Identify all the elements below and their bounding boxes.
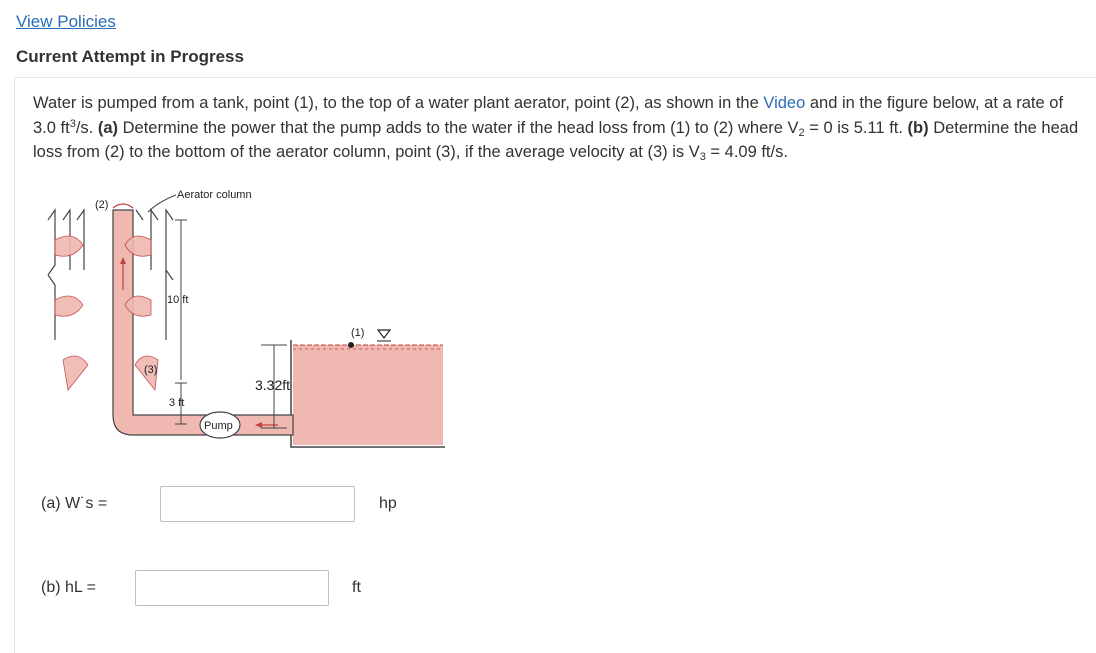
answer-b-label: (b) hL = [41,579,96,596]
answer-a-unit: hp [379,495,397,512]
dim-332ft: 3.32ft [255,377,291,393]
water-tank [293,345,443,445]
point-1-marker [348,342,354,348]
question-text: Water is pumped from a tank, point (1), to the top of a water plant aerator, point (2), as shown in the Video and in the figure below, at a rate of 3.0 $ft^3/s$. (a) Determine the power that the pump adds to the water if the head loss from (1) to (2) where $V_2 = 0$ is 5.11 ft. (b) Determine the head loss from (2) to the bottom of the aerator column, point (3), if the average velocity at (3) is $V_3 = 4.09$ ft/s. [33,94,1079,163]
answer-a-label: (a) W˙s = [41,495,108,512]
point-3-label: (3) [144,364,158,376]
aerator-figure [33,180,453,460]
aerator-trays [48,210,173,340]
attempt-status-heading: Current Attempt in Progress [16,47,244,66]
point-1-label: (1) [351,327,365,339]
view-policies-link[interactable]: View Policies [16,12,116,31]
answer-b-unit: ft [352,579,361,596]
answer-a-input[interactable] [160,486,355,522]
dim-10ft: 10 ft [167,294,189,306]
video-link[interactable]: Video [763,94,806,112]
point-2-label: (2) [95,199,109,211]
answer-b-input[interactable] [135,570,329,606]
dim-3ft: 3 ft [169,397,185,409]
pump-label: Pump [204,420,233,432]
aerator-column-label: Aerator column [177,189,252,201]
